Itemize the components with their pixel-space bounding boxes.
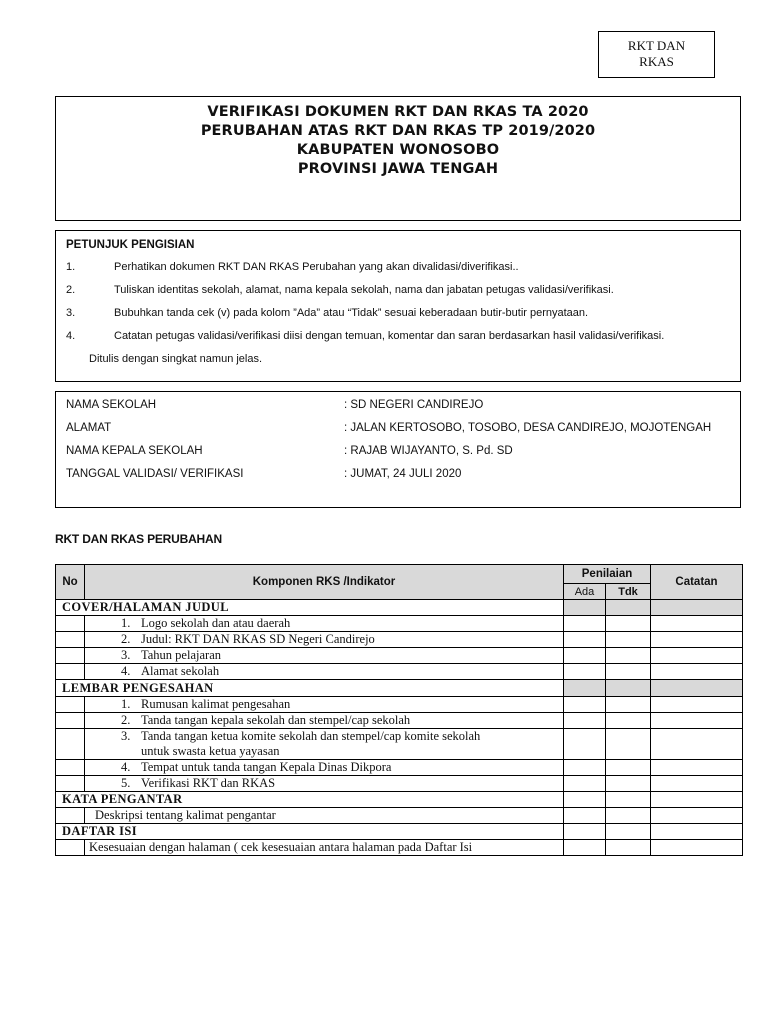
title-line-2: PERUBAHAN ATAS RKT DAN RKAS TP 2019/2020 — [200, 123, 596, 139]
document-code-box — [598, 31, 715, 78]
header-ada: Ada — [564, 584, 606, 600]
identity-value: : SD NEGERI CANDIREJO — [344, 399, 484, 411]
item-number: 3. — [121, 648, 131, 662]
section-label: DAFTAR ISI — [56, 824, 564, 840]
ada-checkbox-cell[interactable] — [564, 776, 606, 792]
ada-checkbox-cell[interactable] — [564, 697, 606, 713]
ada-checkbox-cell[interactable] — [564, 616, 606, 632]
ada-checkbox-cell[interactable] — [564, 840, 606, 856]
catatan-cell[interactable] — [651, 729, 743, 760]
identity-label: NAMA SEKOLAH — [66, 399, 157, 411]
title-box — [55, 96, 741, 221]
item-number: 1. — [121, 697, 131, 711]
ada-checkbox-cell[interactable] — [564, 664, 606, 680]
catatan-cell[interactable] — [651, 713, 743, 729]
table-section-row — [56, 824, 743, 840]
table-row — [56, 713, 743, 729]
title-line-4: PROVINSI JAWA TENGAH — [297, 161, 499, 177]
school-identity-box — [55, 391, 741, 508]
ada-cell — [564, 600, 606, 616]
table-header-row — [56, 565, 743, 584]
ada-cell — [564, 680, 606, 697]
item-text: Tahun pelajaran — [141, 648, 221, 662]
ada-cell — [564, 824, 606, 840]
instruction-number: 3. — [66, 307, 76, 319]
tdk-checkbox-cell[interactable] — [606, 840, 651, 856]
section-label: COVER/HALAMAN JUDUL — [56, 600, 564, 616]
item-number: 1. — [121, 616, 131, 630]
instruction-note: Ditulis dengan singkat namun jelas. — [89, 353, 263, 365]
ada-checkbox-cell[interactable] — [564, 632, 606, 648]
indicator-cell — [85, 648, 564, 664]
instruction-number: 4. — [66, 330, 76, 342]
item-text: Judul: RKT DAN RKAS SD Negeri Candirejo — [141, 632, 375, 646]
catatan-cell[interactable] — [651, 664, 743, 680]
item-number: 3. — [121, 729, 131, 743]
tdk-checkbox-cell[interactable] — [606, 697, 651, 713]
tdk-checkbox-cell[interactable] — [606, 632, 651, 648]
tdk-checkbox-cell[interactable] — [606, 616, 651, 632]
instruction-text: Tuliskan identitas sekolah, alamat, nama kepala sekolah, nama dan jabatan petugas validasi/verifikasi. — [114, 284, 614, 296]
table-section-row — [56, 600, 743, 616]
title-line-1: VERIFIKASI DOKUMEN RKT DAN RKAS TA 2020 — [207, 104, 589, 120]
table-row — [56, 840, 743, 856]
identity-value: : JALAN KERTOSOBO, TOSOBO, DESA CANDIREJO, MOJOTENGAH — [344, 422, 712, 434]
header-tdk: Tdk — [606, 584, 651, 600]
item-text: Alamat sekolah — [141, 664, 220, 678]
tdk-cell — [606, 600, 651, 616]
no-cell — [56, 808, 85, 824]
item-text: Deskripsi tentang kalimat pengantar — [95, 808, 276, 822]
item-text: Verifikasi RKT dan RKAS — [141, 776, 276, 790]
tdk-cell — [606, 680, 651, 697]
item-text: Logo sekolah dan atau daerah — [141, 616, 291, 630]
identity-value: : RAJAB WIJAYANTO, S. Pd. SD — [344, 445, 513, 457]
table-section-row — [56, 792, 743, 808]
indicator-cell — [85, 729, 564, 760]
item-number: 2. — [121, 632, 131, 646]
tdk-checkbox-cell[interactable] — [606, 760, 651, 776]
identity-label: NAMA KEPALA SEKOLAH — [66, 445, 203, 457]
title-line-3: KABUPATEN WONOSOBO — [296, 142, 500, 158]
instructions-box — [55, 230, 741, 382]
catatan-cell[interactable] — [651, 616, 743, 632]
tdk-cell — [606, 792, 651, 808]
tdk-checkbox-cell[interactable] — [606, 713, 651, 729]
catatan-cell[interactable] — [651, 808, 743, 824]
table-section-row — [56, 680, 743, 697]
item-text: Kesesuaian dengan halaman ( cek kesesuaian antara halaman pada Daftar Isi — [89, 840, 473, 854]
ada-checkbox-cell[interactable] — [564, 648, 606, 664]
section-title: RKT DAN RKAS PERUBAHAN — [55, 532, 222, 546]
table-row — [56, 632, 743, 648]
no-cell — [56, 616, 85, 632]
instruction-number: 2. — [66, 284, 76, 296]
table-row — [56, 697, 743, 713]
identity-label: TANGGAL VALIDASI/ VERIFIKASI — [66, 468, 244, 480]
no-cell — [56, 776, 85, 792]
instruction-item — [66, 307, 588, 319]
no-cell — [56, 729, 85, 760]
section-label: KATA PENGANTAR — [56, 792, 564, 808]
tdk-checkbox-cell[interactable] — [606, 808, 651, 824]
table-row — [56, 776, 743, 792]
no-cell — [56, 713, 85, 729]
no-cell — [56, 840, 85, 856]
ada-checkbox-cell[interactable] — [564, 808, 606, 824]
instruction-item — [66, 261, 519, 273]
verification-table — [55, 564, 743, 856]
tdk-checkbox-cell[interactable] — [606, 776, 651, 792]
item-text-continued: untuk swasta ketua yayasan — [141, 744, 280, 758]
no-cell — [56, 664, 85, 680]
identity-label: ALAMAT — [66, 422, 112, 434]
indicator-cell — [85, 776, 564, 792]
instruction-text: Catatan petugas validasi/verifikasi diisi dengan temuan, komentar dan saran berdasarkan hasil validasi/verifikasi. — [114, 330, 665, 342]
no-cell — [56, 697, 85, 713]
no-cell — [56, 760, 85, 776]
header-catatan: Catatan — [651, 565, 743, 600]
item-number: 4. — [121, 664, 131, 678]
ada-checkbox-cell[interactable] — [564, 760, 606, 776]
identity-value: : JUMAT, 24 JULI 2020 — [344, 468, 462, 480]
ada-checkbox-cell[interactable] — [564, 729, 606, 760]
indicator-cell — [85, 808, 564, 824]
ada-cell — [564, 792, 606, 808]
catatan-cell[interactable] — [651, 760, 743, 776]
document-code-line2: RKAS — [639, 54, 674, 69]
section-label: LEMBAR PENGESAHAN — [56, 680, 564, 697]
item-text: Rumusan kalimat pengesahan — [141, 697, 291, 711]
item-text: Tanda tangan kepala sekolah dan stempel/cap sekolah — [141, 713, 411, 727]
instruction-text: Bubuhkan tanda cek (v) pada kolom ”Ada” atau “Tidak” sesuai keberadaan butir-butir pernyataan. — [114, 307, 589, 319]
catatan-cell[interactable] — [651, 840, 743, 856]
document-code-line1: RKT DAN — [627, 38, 686, 53]
catatan-cell[interactable] — [651, 648, 743, 664]
header-no: No — [56, 565, 85, 600]
table-row — [56, 760, 743, 776]
tdk-checkbox-cell[interactable] — [606, 729, 651, 760]
table-row — [56, 664, 743, 680]
item-text: Tanda tangan ketua komite sekolah dan stempel/cap komite sekolah — [141, 729, 481, 743]
catatan-cell[interactable] — [651, 776, 743, 792]
tdk-checkbox-cell[interactable] — [606, 664, 651, 680]
catatan-cell — [651, 824, 743, 840]
ada-checkbox-cell[interactable] — [564, 713, 606, 729]
tdk-checkbox-cell[interactable] — [606, 648, 651, 664]
instruction-text: Perhatikan dokumen RKT DAN RKAS Perubahan yang akan divalidasi/diverifikasi.. — [114, 261, 519, 273]
instruction-number: 1. — [66, 261, 76, 273]
indicator-cell — [85, 760, 564, 776]
instruction-item — [66, 330, 664, 342]
item-number: 2. — [121, 713, 131, 727]
instructions-heading: PETUNJUK PENGISIAN — [66, 239, 195, 251]
item-text: Tempat untuk tanda tangan Kepala Dinas Dikpora — [141, 760, 392, 774]
table-row — [56, 616, 743, 632]
indicator-cell — [85, 840, 564, 856]
indicator-cell — [85, 616, 564, 632]
catatan-cell — [651, 600, 743, 616]
tdk-cell — [606, 824, 651, 840]
table-row — [56, 729, 743, 760]
no-cell — [56, 632, 85, 648]
catatan-cell[interactable] — [651, 697, 743, 713]
table-row — [56, 808, 743, 824]
catatan-cell[interactable] — [651, 632, 743, 648]
catatan-cell — [651, 792, 743, 808]
indicator-cell — [85, 697, 564, 713]
header-komponen: Komponen RKS /Indikator — [85, 565, 564, 600]
catatan-cell — [651, 680, 743, 697]
item-number: 4. — [121, 760, 131, 774]
indicator-cell — [85, 664, 564, 680]
no-cell — [56, 648, 85, 664]
item-number: 5. — [121, 776, 131, 790]
indicator-cell — [85, 632, 564, 648]
header-penilaian: Penilaian — [564, 565, 651, 584]
indicator-cell — [85, 713, 564, 729]
table-row — [56, 648, 743, 664]
instruction-item — [66, 284, 614, 296]
